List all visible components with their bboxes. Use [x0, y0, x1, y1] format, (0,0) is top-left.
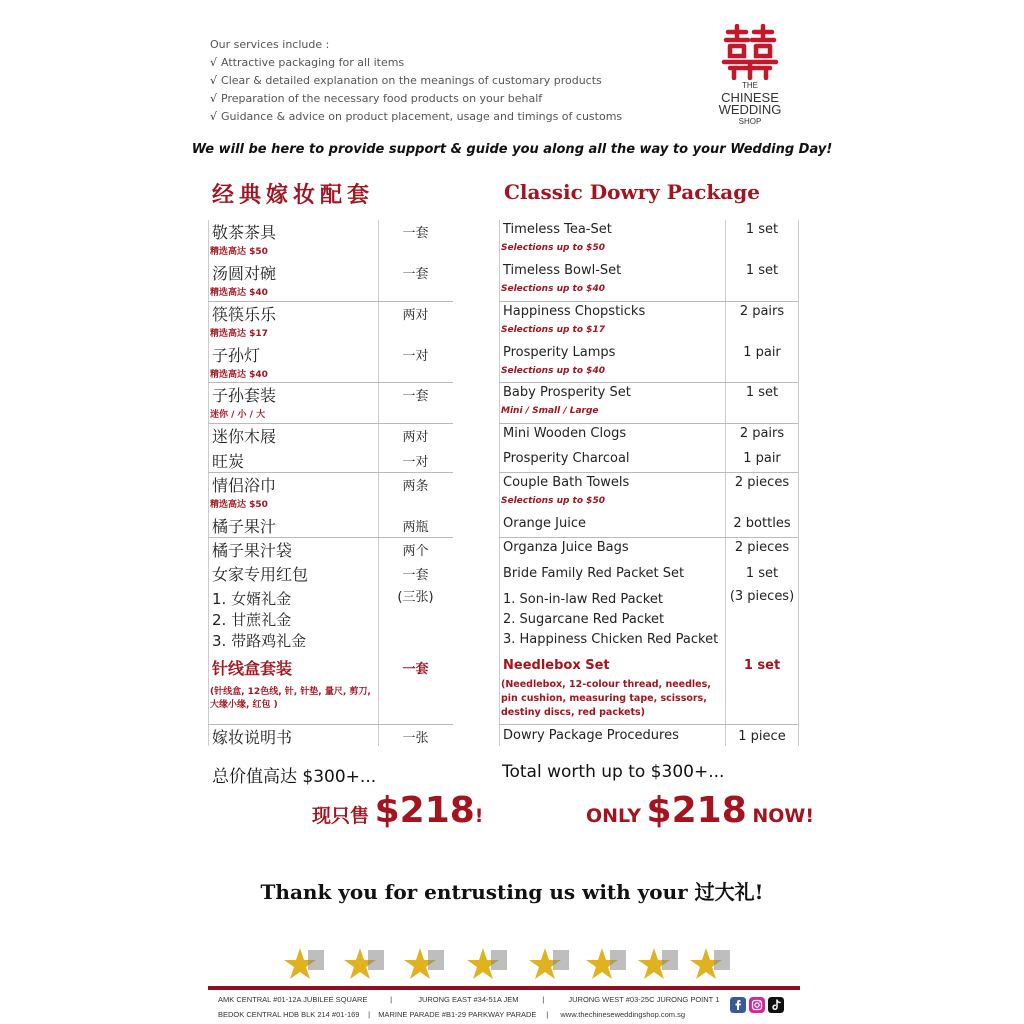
item-name: 迷你木屐: [212, 427, 277, 446]
item-sub: Selections up to $50: [501, 243, 605, 253]
item-qty: 1 set: [745, 385, 779, 400]
table-group: [499, 302, 799, 383]
item-qty: 1 piece: [738, 729, 786, 744]
item-name: 针线盒套装: [212, 659, 293, 678]
table-row: [208, 724, 453, 746]
item-name: Orange Juice: [503, 516, 586, 531]
item-name: Timeless Bowl-Set: [503, 263, 622, 278]
footer-locations-line1: [218, 995, 738, 1004]
award-star-icon: [467, 944, 511, 984]
item-name: Timeless Tea-Set: [503, 222, 612, 237]
item-qty: 一对: [402, 455, 429, 470]
item-sub: 精选高达 $17: [210, 329, 268, 339]
item-name: Organza Juice Bags: [503, 540, 629, 555]
footer-locations-line2: [218, 1010, 738, 1019]
item-sub: Selections up to $40: [501, 366, 605, 376]
price-suffix: NOW!: [752, 805, 815, 827]
item-sub: 精选高达 $40: [210, 370, 268, 380]
item-name: Baby Prosperity Set: [503, 385, 631, 400]
table-group: [208, 383, 453, 424]
table-row: [499, 724, 799, 746]
list-item: 1. Son-in-law Red Packet: [503, 592, 663, 607]
item-name: 女家专用红包: [212, 565, 309, 584]
item-qty: 1 set: [745, 566, 779, 581]
list-item: 2. 甘蔗礼金: [212, 611, 292, 629]
price-suffix: !: [474, 805, 484, 827]
item-name: 嫁妆说明书: [212, 728, 293, 747]
item-name: Prosperity Charcoal: [503, 451, 630, 466]
services-list: [210, 36, 630, 126]
item-qty: 1 pair: [743, 451, 781, 466]
item-qty: 一套: [402, 226, 429, 241]
award-star-icon: [586, 944, 630, 984]
item-qty: 一套: [402, 568, 429, 583]
table-group: [208, 473, 453, 538]
award-star-icon: [404, 944, 448, 984]
logo-text-shop: SHOP: [738, 117, 762, 126]
footer-separator: |: [546, 1010, 549, 1019]
item-name: Happiness Chopsticks: [503, 304, 646, 319]
facebook-icon[interactable]: [730, 997, 746, 1013]
award-star-icon: [638, 944, 682, 984]
table-group: [499, 473, 799, 538]
item-name: 旺炭: [212, 452, 245, 471]
logo-text-wedding: WEDDING: [718, 102, 782, 117]
footer-location: MARINE PARADE #B1-29 PARKWAY PARADE: [378, 1010, 537, 1019]
item-sub: Mini / Small / Large: [501, 406, 599, 416]
item-name: 汤圆对碗: [212, 264, 277, 283]
item-qty: 一对: [402, 349, 429, 364]
table-group: [208, 220, 453, 302]
item-name: Bride Family Red Packet Set: [503, 566, 685, 581]
item-qty: 两个: [402, 544, 429, 559]
logo-text-the: THE: [742, 81, 758, 90]
item-name: 敬茶茶具: [212, 223, 277, 242]
item-qty: 一套: [402, 662, 429, 677]
heading-english: Classic Dowry Package: [504, 180, 760, 204]
item-name: Mini Wooden Clogs: [503, 426, 627, 441]
list-item: 1. 女婿礼金: [212, 590, 292, 608]
item-name: 筷筷乐乐: [212, 305, 277, 324]
award-star-icon: [344, 944, 388, 984]
item-qty: 2 pieces: [734, 540, 790, 555]
heading-chinese: 经典嫁妆配套: [212, 183, 375, 208]
price-amount: $218: [374, 790, 475, 831]
item-sub: Selections up to $50: [501, 496, 605, 506]
item-sub: 精选高达 $50: [210, 500, 268, 510]
service-item: √ Preparation of the necessary food products on your behalf: [210, 92, 543, 105]
item-name: 橘子果汁袋: [212, 541, 293, 560]
shop-logo: [708, 24, 792, 130]
item-qty: 1 pair: [743, 345, 781, 360]
awards-row: [284, 944, 734, 986]
item-name: 子孙套装: [212, 386, 277, 405]
item-sub: Selections up to $17: [501, 325, 605, 335]
thank-you-message: Thank you for entrusting us with your 过大礼!: [260, 880, 764, 904]
tagline: We will be here to provide support & guide you along all the way to your Wedding Day!: [191, 142, 833, 157]
table-group: [499, 220, 799, 302]
item-sub: 精选高达 $40: [210, 288, 268, 298]
check-icon: √: [210, 92, 218, 105]
item-detail: (Needlebox, 12-colour thread, needles, pin cushion, measuring tape, scissors, destiny discs, red packets): [501, 679, 711, 718]
footer-location: JURONG EAST #34-51A JEM: [418, 995, 519, 1004]
item-qty: 2 pieces: [734, 475, 790, 490]
item-qty: 一套: [402, 267, 429, 282]
table-group: [499, 383, 799, 424]
item-name: Couple Bath Towels: [503, 475, 630, 490]
item-name: Prosperity Lamps: [503, 345, 616, 360]
check-icon: √: [210, 110, 218, 123]
check-icon: √: [210, 56, 218, 69]
item-name: 子孙灯: [212, 346, 261, 365]
logo-text-chinese: CHINESE: [721, 90, 779, 105]
list-item: 3. Happiness Chicken Red Packet: [503, 632, 719, 647]
website-link[interactable]: www.thechineseweddingshop.com.sg: [560, 1010, 686, 1019]
table-group: [499, 424, 799, 473]
item-detail: (针线盒, 12色线, 针, 针垫, 量尺, 剪刀, 大缘小缘, 红包 ): [210, 687, 371, 710]
list-item: 3. 带路鸡礼金: [212, 632, 307, 650]
instagram-icon[interactable]: [749, 997, 765, 1013]
tiktok-icon[interactable]: [768, 997, 784, 1013]
item-qty: 1 set: [745, 263, 779, 278]
double-happiness-icon: [720, 24, 780, 80]
item-qty: 1 set: [745, 222, 779, 237]
service-item: √ Attractive packaging for all items: [210, 56, 405, 69]
item-qty-detail: (三张): [397, 590, 434, 605]
award-star-icon: [529, 944, 573, 984]
item-qty: 1 set: [743, 658, 781, 673]
item-qty: 一张: [402, 731, 429, 746]
check-icon: √: [210, 74, 218, 87]
item-qty: 两条: [402, 479, 429, 494]
item-qty: 两瓶: [402, 520, 429, 535]
package-table-english: [499, 220, 799, 746]
package-table-chinese: [208, 220, 453, 746]
price-prefix: ONLY: [586, 805, 641, 827]
item-qty: 两对: [402, 430, 429, 445]
footer-location: BEDOK CENTRAL HDB BLK 214 #01-169: [218, 1010, 360, 1019]
item-name: 情侣浴巾: [212, 476, 277, 495]
footer-separator: |: [368, 1010, 371, 1019]
list-item: 2. Sugarcane Red Packet: [503, 612, 665, 627]
footer-separator: |: [390, 995, 393, 1004]
footer-divider: [208, 986, 800, 990]
item-sub: 精选高达 $50: [210, 247, 268, 257]
item-qty: 2 pairs: [739, 304, 785, 319]
table-group: [499, 538, 799, 746]
footer-location: AMK CENTRAL #01-12A JUBILEE SQUARE: [218, 995, 368, 1004]
item-name: Needlebox Set: [503, 658, 610, 673]
price-english: [586, 790, 814, 831]
price-amount: $218: [646, 790, 747, 831]
item-name: 橘子果汁: [212, 517, 277, 536]
award-star-icon: [284, 944, 328, 984]
footer-separator: |: [542, 995, 545, 1004]
price-prefix: 现只售: [312, 805, 370, 827]
services-intro: Our services include :: [210, 38, 330, 51]
service-item: √ Guidance & advice on product placement, usage and timings of customs: [210, 110, 623, 123]
total-worth-chinese: 总价值高达 $300+...: [212, 767, 377, 787]
footer-location: JURONG WEST #03-25C JURONG POINT 1: [568, 995, 720, 1004]
table-group: [208, 424, 453, 473]
item-qty-detail: (3 pieces): [729, 589, 795, 604]
item-qty: 两对: [402, 308, 429, 323]
service-item: √ Clear & detailed explanation on the meanings of customary products: [210, 74, 602, 87]
item-qty: 2 bottles: [733, 516, 791, 531]
item-sub: 迷你 / 小 / 大: [210, 410, 266, 420]
item-qty: 2 pairs: [739, 426, 785, 441]
total-worth-english: Total worth up to $300+...: [502, 762, 725, 782]
price-chinese: [312, 790, 483, 831]
item-name: Dowry Package Procedures: [503, 728, 679, 743]
item-sub: Selections up to $40: [501, 284, 605, 294]
table-group: [208, 538, 453, 746]
award-star-icon: [690, 944, 734, 984]
item-qty: 一套: [402, 389, 429, 404]
table-group: [208, 302, 453, 383]
